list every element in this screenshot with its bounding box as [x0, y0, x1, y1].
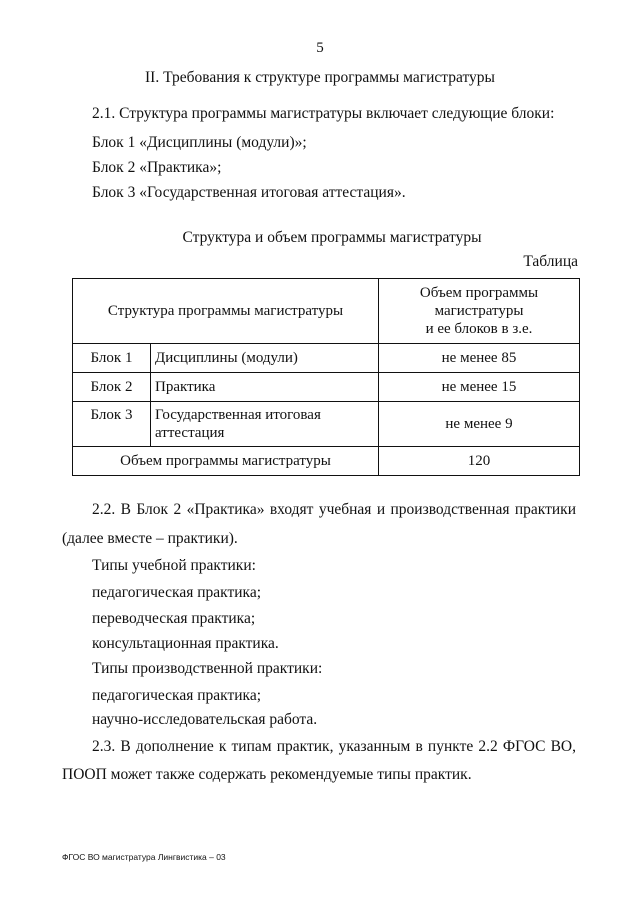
row-name-line-2: аттестация — [155, 425, 225, 441]
block-item-3: Блок 3 «Государственная итоговая аттестация». — [92, 184, 406, 201]
row-volume: не менее 15 — [379, 373, 580, 402]
paragraph-2-1-intro: 2.1. Структура программы магистратуры включает следующие блоки: — [92, 105, 555, 122]
row-name: Практика — [151, 373, 379, 402]
block-item-2: Блок 2 «Практика»; — [92, 159, 222, 176]
prod-practice-types-title: Типы производственной практики: — [92, 660, 323, 677]
table-row — [73, 402, 580, 447]
page-number: 5 — [316, 40, 324, 56]
table-total-row — [73, 447, 580, 476]
structure-table — [72, 278, 580, 476]
total-label: Объем программы магистратуры — [73, 447, 379, 476]
row-name — [151, 402, 379, 447]
table-label: Таблица — [523, 253, 578, 270]
prod-practice-type: научно-исследовательская работа. — [92, 711, 318, 728]
row-block: Блок 1 — [73, 344, 151, 373]
paragraph-2-3-line-2: ПООП может также содержать рекомендуемые типы практик. — [62, 766, 472, 783]
edu-practice-type: педагогическая практика; — [92, 584, 262, 601]
table-row — [73, 344, 580, 373]
table-title: Структура и объем программы магистратуры — [182, 229, 482, 246]
row-name-line-1: Государственная итоговая — [155, 407, 321, 423]
paragraph-2-2-line-2: (далее вместе – практики). — [62, 530, 238, 547]
paragraph-2-3-line-1: 2.3. В дополнение к типам практик, указанным в пункте 2.2 ФГОС ВО, — [92, 738, 576, 755]
total-value: 120 — [379, 447, 580, 476]
table-header-row — [73, 279, 580, 344]
block-item-1: Блок 1 «Дисциплины (модули)»; — [92, 134, 307, 151]
row-block: Блок 2 — [73, 373, 151, 402]
row-volume: не менее 9 — [379, 402, 580, 447]
prod-practice-type: педагогическая практика; — [92, 687, 262, 704]
page-footer: ФГОС ВО магистратура Лингвистика – 03 — [62, 852, 226, 862]
header-volume — [379, 279, 580, 344]
table-row — [73, 373, 580, 402]
header-volume-line-2: магистратуры — [434, 303, 524, 319]
section-title: II. Требования к структуре программы магистратуры — [145, 69, 495, 86]
header-volume-line-1: Объем программы — [419, 285, 539, 301]
edu-practice-type: консультационная практика. — [92, 635, 279, 652]
row-name: Дисциплины (модули) — [151, 344, 379, 373]
row-volume: не менее 85 — [379, 344, 580, 373]
edu-practice-types-title: Типы учебной практики: — [92, 557, 256, 574]
header-volume-line-3: и ее блоков в з.е. — [425, 321, 533, 337]
paragraph-2-2-line-1: 2.2. В Блок 2 «Практика» входят учебная и производственная практики — [92, 501, 576, 518]
header-structure: Структура программы магистратуры — [73, 279, 379, 344]
row-block: Блок 3 — [73, 402, 151, 447]
edu-practice-type: переводческая практика; — [92, 610, 256, 627]
